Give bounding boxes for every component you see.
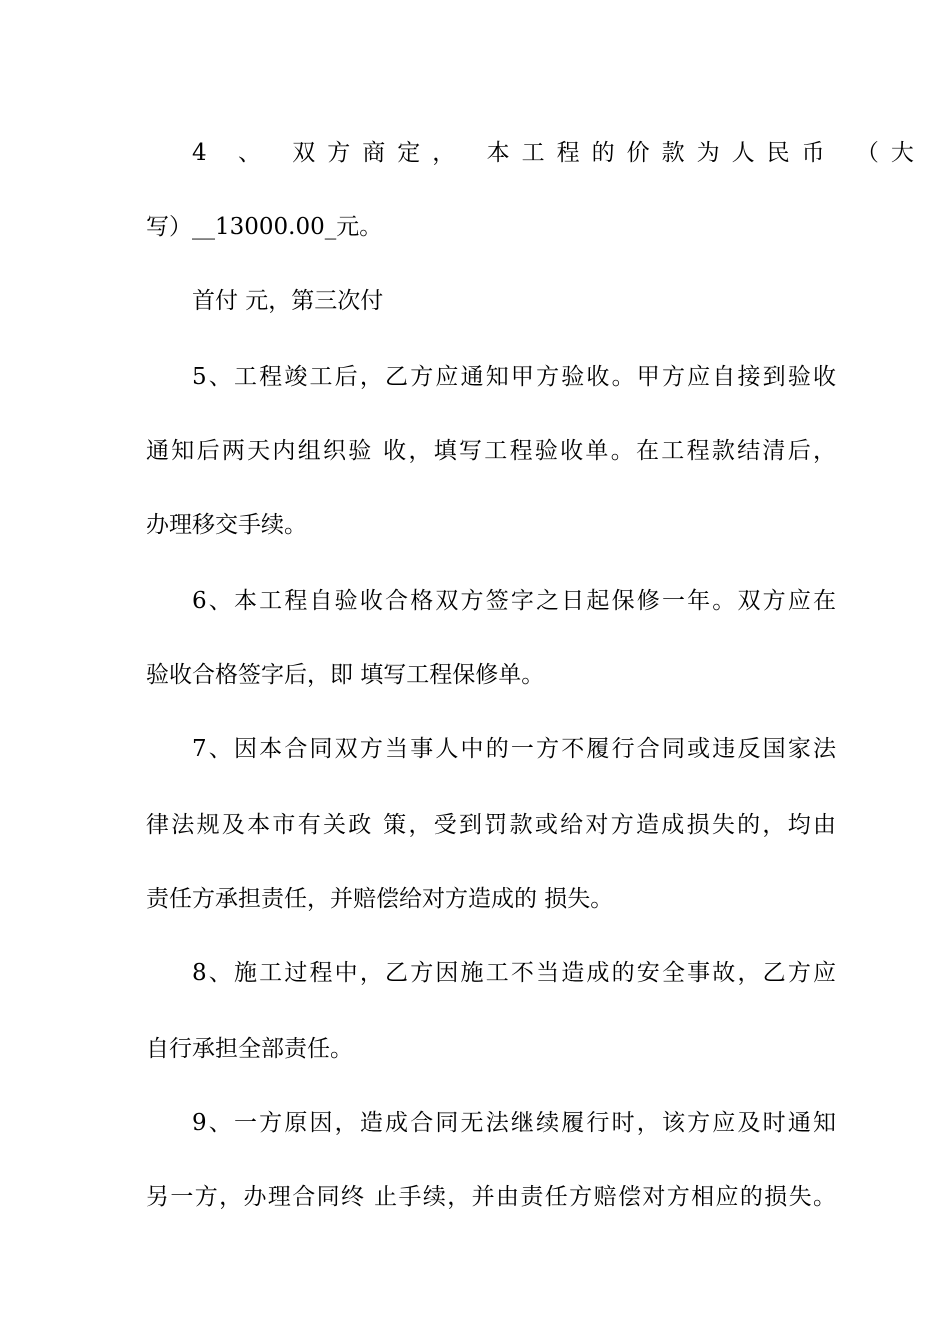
clause-8-line-2: 自行承担全部责任。 (146, 1036, 353, 1062)
clause-5-line-3: 办理移交手续。 (146, 512, 307, 538)
clause-5-line-1: 5、工程竣工后，乙方应通知甲方验收。甲方应自接到验收 (192, 364, 836, 390)
payment-line: 首付 元，第三次付 (192, 288, 384, 314)
clause-9-line-1: 9、一方原因，造成合同无法继续履行时，该方应及时通知 (192, 1110, 836, 1136)
clause-4-line-1: 4 、 双方商定， 本工程的价款为人民币 （大 (192, 140, 926, 166)
clause-7-line-1: 7、因本合同双方当事人中的一方不履行合同或违反国家法 (192, 736, 836, 762)
clause-7-line-2: 律法规及本市有关政 策，受到罚款或给对方造成损失的，均由 (146, 812, 836, 838)
clause-5-line-2: 通知后两天内组织验 收，填写工程验收单。在工程款结清后， (146, 438, 836, 464)
clause-6-line-2: 验收合格签字后，即 填写工程保修单。 (146, 662, 545, 688)
clause-7-line-3: 责任方承担责任，并赔偿给对方造成的 损失。 (146, 886, 614, 912)
clause-8-line-1: 8、施工过程中，乙方因施工不当造成的安全事故，乙方应 (192, 960, 836, 986)
clause-9-line-2: 另一方，办理合同终 止手续，并由责任方赔偿对方相应的损失。 (146, 1184, 836, 1210)
clause-6-line-1: 6、本工程自验收合格双方签字之日起保修一年。双方应在 (192, 588, 836, 614)
clause-4-line-2: 写）__13000.00_元。 (146, 214, 383, 240)
